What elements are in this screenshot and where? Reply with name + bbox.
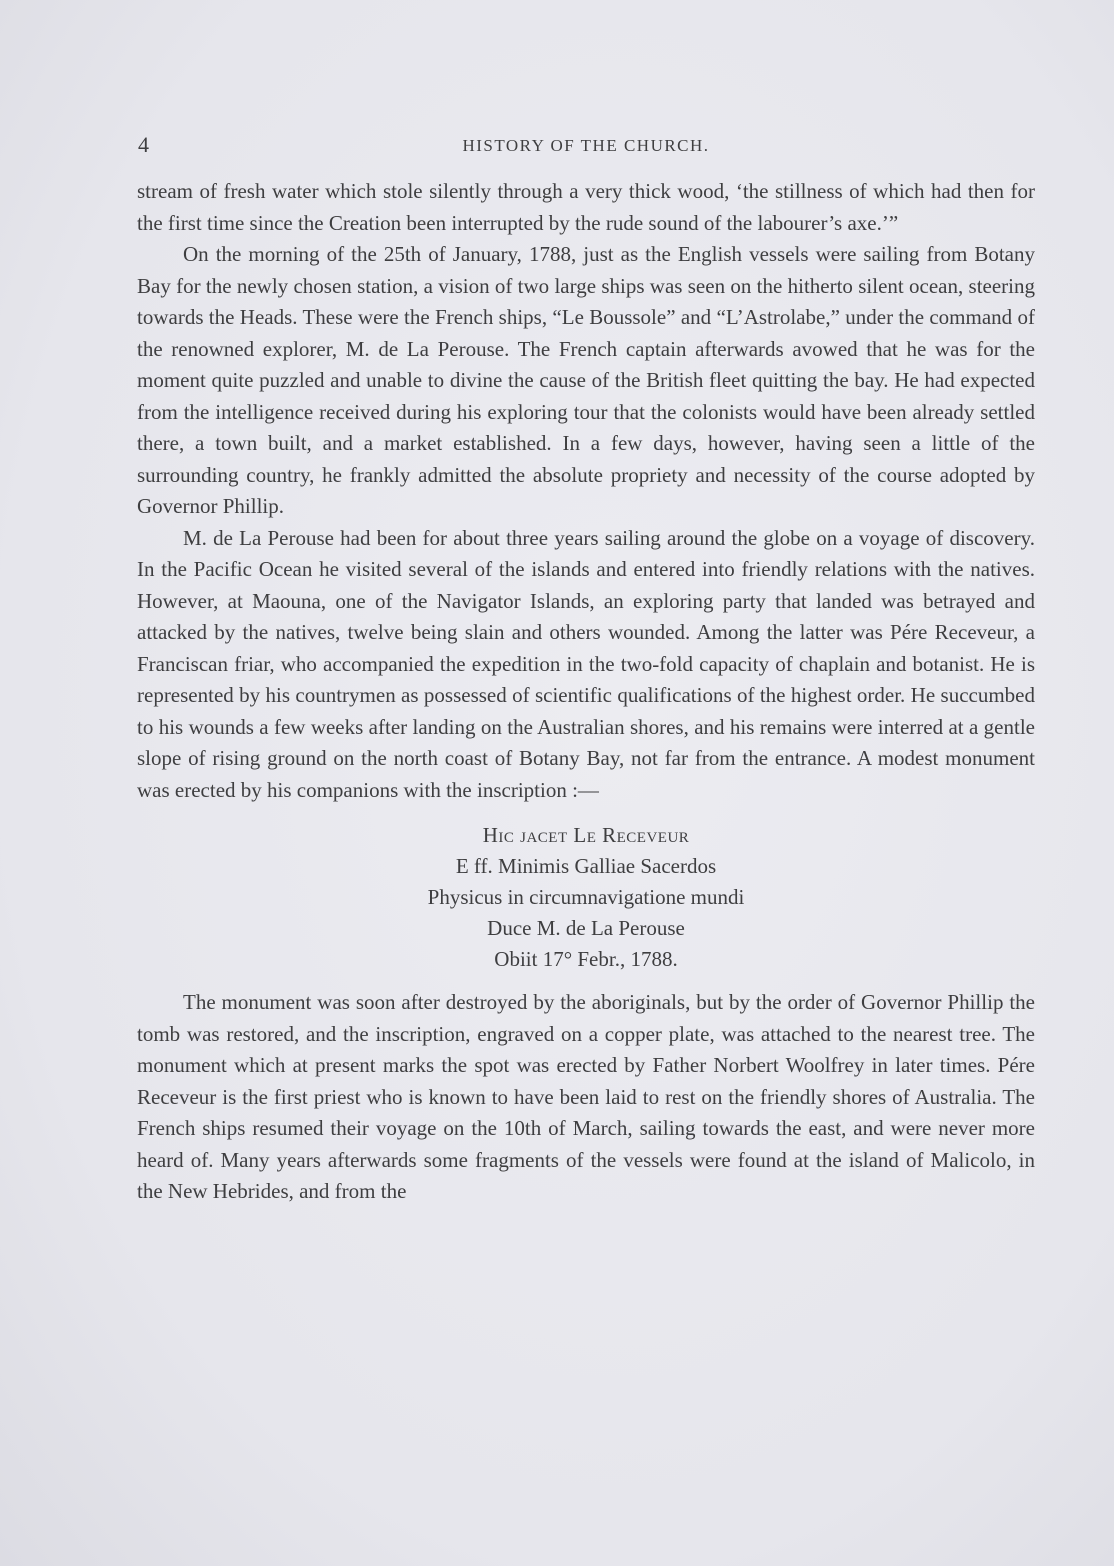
inscription-line: Duce M. de La Perouse (487, 916, 685, 940)
body-text (137, 176, 1035, 1208)
paragraph-la-perouse-voyage: M. de La Perouse had been for about three years sailing around the globe on a voyage of discovery. In the Pacific Ocean he visited several of the islands and entered into friendly relations with the natives. However, at Maouna, one of the Navigator Islands, an exploring party that landed was betrayed and attacked by the natives, twelve being slain and others wounded. Among the latter was Pére Receveur, a Franciscan friar, who accompanied the expedition in the two-fold capacity of chaplain and botanist. He is represented by his countrymen as possessed of scientific qualifications of the highest order. He succumbed to his wounds a few weeks after landing on the Australian shores, and his remains were interred at a gentle slope of rising ground on the north coast of Botany Bay, not far from the entrance. A modest monument was erected by his companions with the inscription :— (137, 525, 1035, 802)
paragraph-monument-fate: The monument was soon after destroyed by the aboriginals, but by the order of Governor Phillip the tomb was restored, and the inscription, engraved on a copper plate, was attached to the nearest tree. The monument which at present marks the spot was erected by Father Norbert Woolfrey in later times. Pére Receveur is the first priest who is known to have been laid to rest on the friendly shores of Australia. The French ships resumed their voyage on the 10th of March, sailing towards the east, and were never more heard of. Many years afterwards some fragments of the vessels were found at the island of Malicolo, in the New Hebrides, and from the (137, 990, 1035, 1203)
inscription-line: E ff. Minimis Galliae Sacerdos (455, 854, 717, 878)
inscription-line: Physicus in circumnavigatione mundi (427, 885, 745, 909)
running-title: HISTORY OF THE CHURCH. (462, 136, 710, 155)
monument-inscription (137, 820, 1035, 975)
running-head (138, 132, 1034, 164)
inscription-line: Hic jacet Le Receveur (482, 823, 690, 847)
paragraph-continuation: stream of fresh water which stole silently through a very thick wood, ‘the stillness of which had then for the first time since the Creation been interrupted by the rude sound of the labourer’s axe.’” (137, 179, 1035, 235)
paragraph-french-ships: On the morning of the 25th of January, 1788, just as the English vessels were sailing from Botany Bay for the newly chosen station, a vision of two large ships was seen on the hitherto silent ocean, steering towards the Heads. These were the French ships, “Le Boussole” and “L’Astrolabe,” under the command of the renowned explorer, M. de La Perouse. The French captain afterwards avowed that he was for the moment quite puzzled and unable to divine the cause of the British fleet quitting the bay. He had expected from the intelligence received during his exploring tour that the colonists would have been already settled there, a town built, and a market established. In a few days, however, having seen a little of the surrounding country, he frankly admitted the absolute propriety and necessity of the course adopted by Governor Phillip. (137, 242, 1035, 518)
inscription-line: Obiit 17° Febr., 1788. (494, 947, 678, 971)
page-number: 4 (138, 132, 149, 157)
